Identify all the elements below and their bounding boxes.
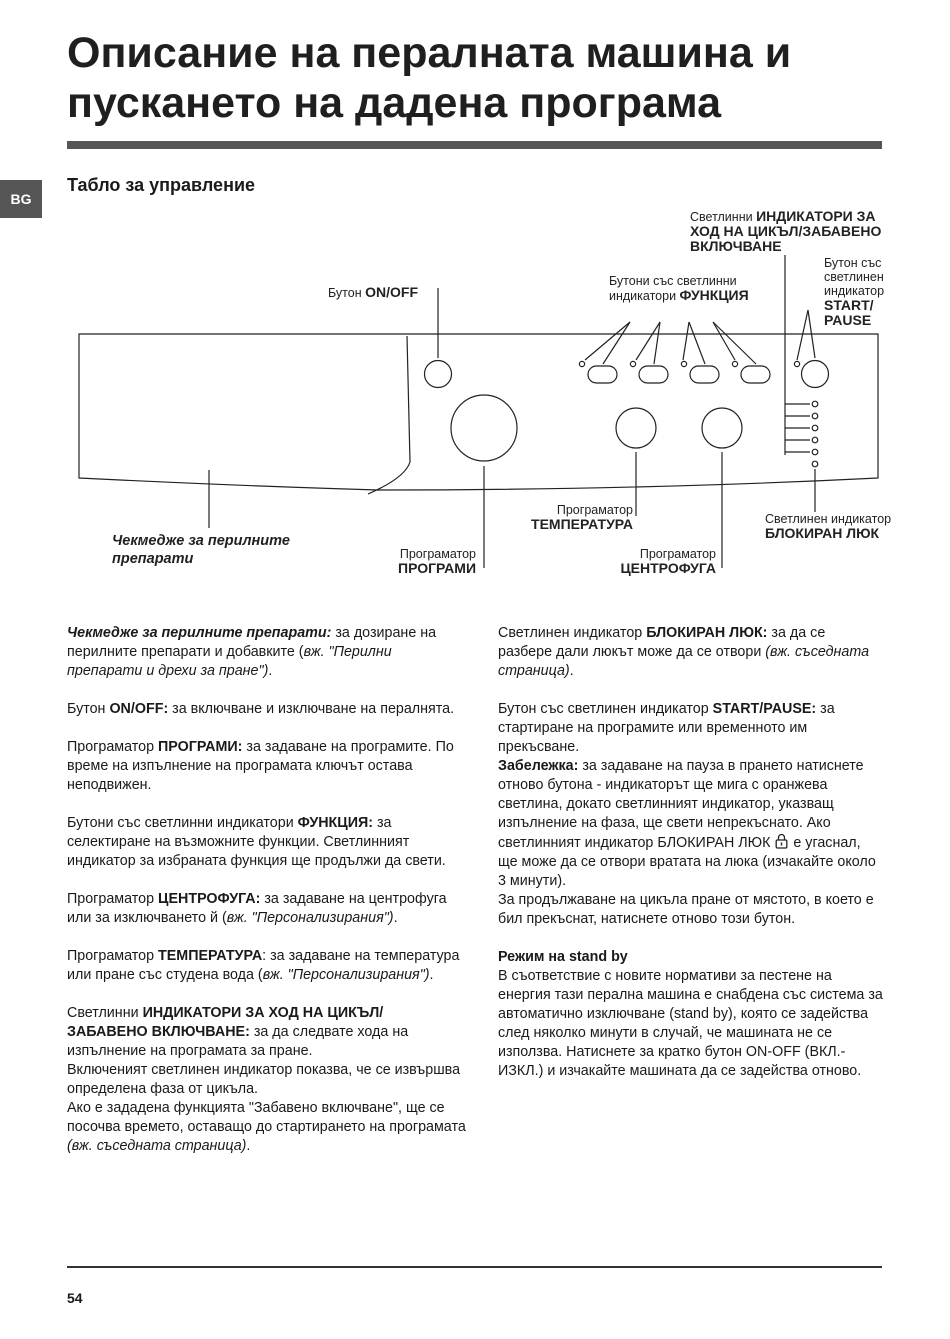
- cycle-indicators-description: Светлинни ИНДИКАТОРИ ЗА ХОД НА ЦИКЪЛ/ ЗАБАВЕНО ВКЛЮЧВАНЕ: за да следвате хода на изпълнение на програмата за пране. Включеният светлинен индикатор показва, че се извършва определена фаза от цикъла. Ако е зададена функцията "Забавено включване", ще се посочва времето, оставащо до стартирането на програмата (вж. съседната страница).: [67, 1005, 466, 1154]
- function-button-3: [690, 366, 719, 383]
- title-divider: [67, 141, 882, 149]
- spin-selector-label: Програматор ЦЕНТРОФУГА: [620, 547, 716, 576]
- door-lock-indicator: [812, 461, 818, 467]
- start-pause-button: [802, 361, 829, 388]
- function-button-1: [588, 366, 617, 383]
- temperature-description: Програматор ТЕМПЕРАТУРА: за задаване на температура или пране със студена вода (вж. "Персонализирания").: [67, 948, 460, 983]
- left-column: [67, 624, 467, 1156]
- panel-outline: [79, 334, 878, 490]
- programs-knob: [451, 395, 517, 461]
- temperature-knob: [616, 408, 656, 448]
- cycle-indicators-label: Светлинни ИНДИКАТОРИ ЗА ХОД НА ЦИКЪЛ/ЗАБАВЕНО ВКЛЮЧВАНЕ: [690, 208, 882, 254]
- page-title: Описание на пералната машина и пускането на дадена програма: [67, 29, 792, 127]
- drawer-divider: [368, 336, 410, 494]
- door-lock-description: Светлинен индикатор БЛОКИРАН ЛЮК: за да се разбере дали люкът може да се отвори (вж. съседната страница).: [498, 625, 870, 679]
- onoff-button: [425, 361, 452, 388]
- door-lock-label: Светлинен индикатор БЛОКИРАН ЛЮК: [765, 512, 892, 541]
- program-selector-label: Програматор ПРОГРАМИ: [398, 547, 476, 576]
- right-column: [498, 624, 883, 1081]
- drawer-description: Чекмедже за перилните препарати: за дозиране на перилните препарати и добавките (вж. "Перилни препарати и дрехи за пране").: [67, 625, 437, 679]
- onoff-label: Бутон ON/OFF: [328, 284, 418, 300]
- onoff-description: Бутон ON/OFF: за включване и изключване на пералнята.: [67, 701, 455, 717]
- start-pause-description: Бутон със светлинен индикатор START/PAUSE: за стартиране на програмите или временното им прекъсване. Забележка: за задаване на пауза в прането натиснете отново бутона - индикаторът ще мига с оранжева светлина, докато светлинният индикатор, указващ изпълнение на фаза, ще свети непрекъснато. Ако светлинният индикатор БЛОКИРАН ЛЮК е угаснал, ще може да се отвори вратата на люка (изчакайте около 3 минути). За продължаване на цикъла пране от мястото, в което е бил прекъснат, натиснете отново този бутон.: [498, 701, 876, 927]
- lock-icon: [775, 833, 788, 849]
- detergent-drawer-label: Чекмедже за перилните препарати: [112, 533, 290, 567]
- function-description: Бутони със светлинни индикатори ФУНКЦИЯ: за селектиране на възможните функции. Светлинният индикатор за избраната функция ще продължи да свети.: [67, 815, 446, 869]
- temperature-selector-label: Програматор ТЕМПЕРАТУРА: [531, 503, 633, 532]
- start-pause-label: Бутон със светлинен индикатор START/ PAUSE: [824, 256, 885, 328]
- standby-description: Режим на stand by В съответствие с новите нормативи за пестене на енергия тази перална машина е снабдена със система за автоматично изключване (stand by), която се задейства след няколко минути в случай, че машината не се използва. Натиснете за кратко бутон ON-OFF (ВКЛ.-ИЗКЛ.) и изчакайте машината да се задейства отново.: [498, 949, 883, 1079]
- spin-description: Програматор ЦЕНТРОФУГА: за задаване на центрофуга или за изключването й (вж. "Персонализирания").: [67, 891, 447, 926]
- page-number: 54: [67, 1290, 83, 1306]
- function-button-4: [741, 366, 770, 383]
- section-title: Табло за управление: [67, 175, 256, 195]
- function-button-2: [639, 366, 668, 383]
- footer-divider: [67, 1266, 882, 1268]
- function-buttons-label: Бутони със светлинни индикатори ФУНКЦИЯ: [609, 274, 749, 303]
- language-tab: BG: [0, 180, 42, 218]
- spin-knob: [702, 408, 742, 448]
- programs-description: Програматор ПРОГРАМИ: за задаване на програмите. По време на изпълнение на програмата ключът остава неподвижен.: [67, 739, 454, 793]
